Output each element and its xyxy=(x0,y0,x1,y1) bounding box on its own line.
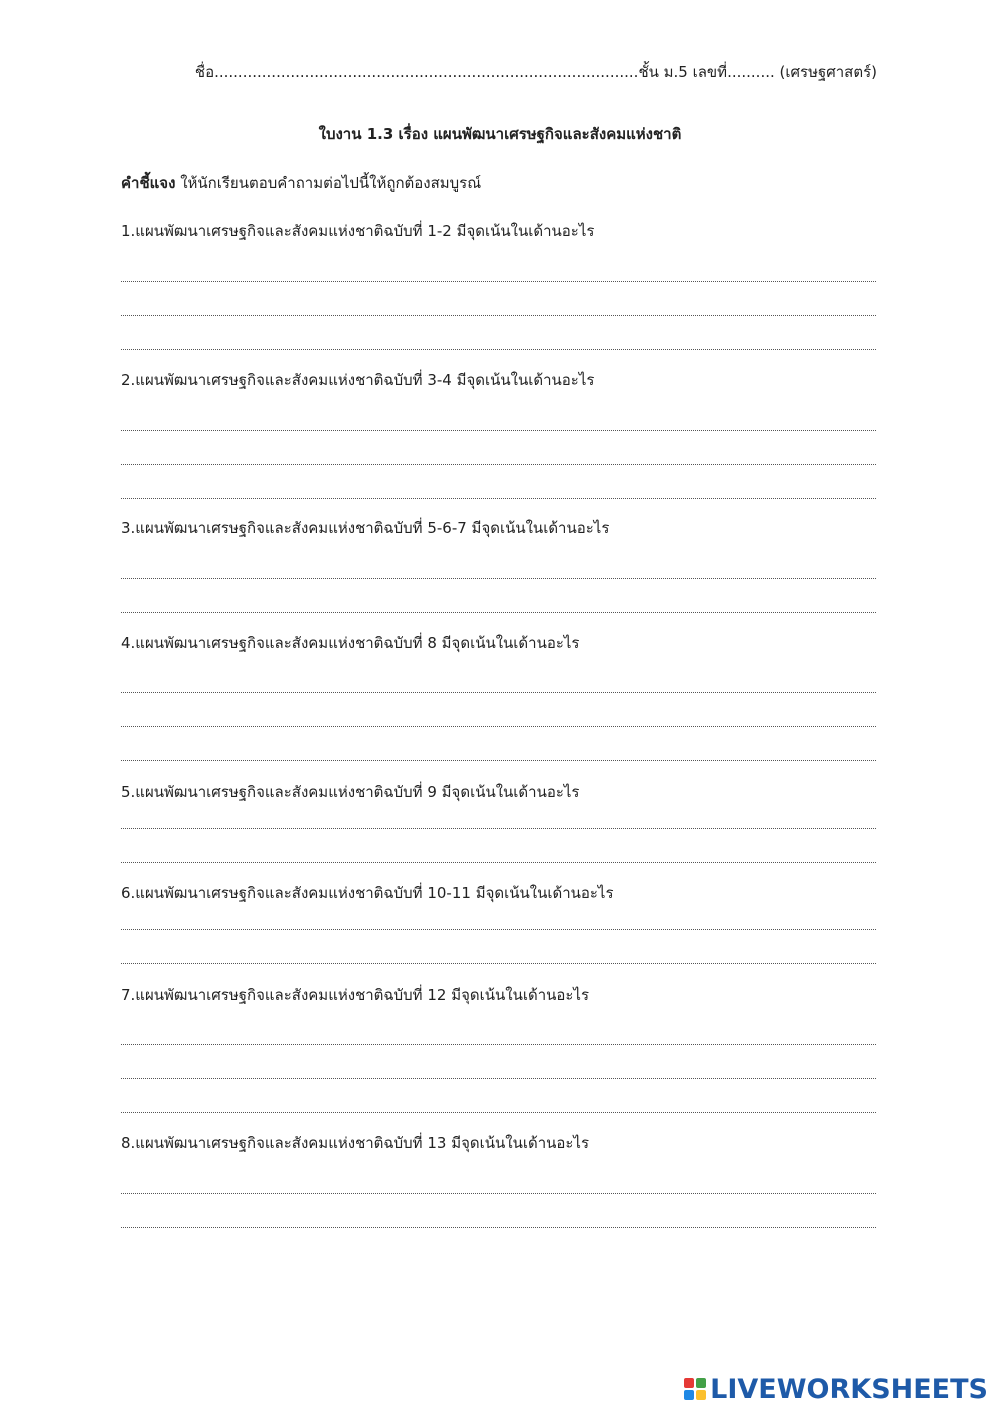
answer-line[interactable] xyxy=(121,1044,876,1045)
answer-line[interactable] xyxy=(121,281,876,282)
answer-line[interactable] xyxy=(121,498,876,499)
answer-line[interactable] xyxy=(121,1112,876,1113)
question-7: 7.แผนพัฒนาเศรษฐกิจและสังคมแห่งชาติฉบับที่ 12 มีจุดเน้นในเด้านอะไร xyxy=(121,986,590,1004)
question-8: 8.แผนพัฒนาเศรษฐกิจและสังคมแห่งชาติฉบับที่ 13 มีจุดเน้นในเด้านอะไร xyxy=(121,1134,590,1152)
answer-line[interactable] xyxy=(121,349,876,350)
answer-line[interactable] xyxy=(121,315,876,316)
worksheet-title: ใบงาน 1.3 เรื่อง แผนพัฒนาเศรษฐกิจและสังคมแห่งชาติ xyxy=(318,125,682,143)
answer-line[interactable] xyxy=(121,862,876,863)
watermark-text: LIVEWORKSHEETS xyxy=(710,1373,988,1405)
question-5: 5.แผนพัฒนาเศรษฐกิจและสังคมแห่งชาติฉบับที่ 9 มีจุดเน้นในเด้านอะไร xyxy=(121,783,580,801)
logo-square-red xyxy=(684,1378,694,1388)
question-1: 1.แผนพัฒนาเศรษฐกิจและสังคมแห่งชาติฉบับที่ 1-2 มีจุดเน้นในเด้านอะไร xyxy=(121,222,595,240)
answer-line[interactable] xyxy=(121,828,876,829)
answer-line[interactable] xyxy=(121,578,876,579)
logo-square-green xyxy=(696,1378,706,1388)
answer-line[interactable] xyxy=(121,963,876,964)
question-3: 3.แผนพัฒนาเศรษฐกิจและสังคมแห่งชาติฉบับที่ 5-6-7 มีจุดเน้นในเด้านอะไร xyxy=(121,519,610,537)
question-2: 2.แผนพัฒนาเศรษฐกิจและสังคมแห่งชาติฉบับที่ 3-4 มีจุดเน้นในเด้านอะไร xyxy=(121,371,595,389)
liveworksheets-logo-icon xyxy=(684,1378,706,1400)
liveworksheets-watermark xyxy=(684,1374,988,1404)
answer-line[interactable] xyxy=(121,929,876,930)
answer-line[interactable] xyxy=(121,760,876,761)
instructions xyxy=(121,171,481,195)
question-6: 6.แผนพัฒนาเศรษฐกิจและสังคมแห่งชาติฉบับที่ 10-11 มีจุดเน้นในเด้านอะไร xyxy=(121,884,614,902)
answer-line[interactable] xyxy=(121,430,876,431)
student-info-line: ชื่อ.........................................................................................ชั้น ม.5 เลขที่.......... (เศรษฐศาสตร์) xyxy=(194,63,877,81)
answer-line[interactable] xyxy=(121,726,876,727)
logo-square-yellow xyxy=(696,1390,706,1400)
answer-line[interactable] xyxy=(121,1193,876,1194)
question-4: 4.แผนพัฒนาเศรษฐกิจและสังคมแห่งชาติฉบับที่ 8 มีจุดเน้นในเด้านอะไร xyxy=(121,634,580,652)
instructions-label: คำชี้แจง xyxy=(121,174,176,192)
logo-square-blue xyxy=(684,1390,694,1400)
answer-line[interactable] xyxy=(121,692,876,693)
answer-line[interactable] xyxy=(121,464,876,465)
instructions-text: ให้นักเรียนตอบคำถามต่อไปนี้ให้ถูกต้องสมบูรณ์ xyxy=(175,174,482,192)
answer-line[interactable] xyxy=(121,612,876,613)
answer-line[interactable] xyxy=(121,1227,876,1228)
answer-line[interactable] xyxy=(121,1078,876,1079)
